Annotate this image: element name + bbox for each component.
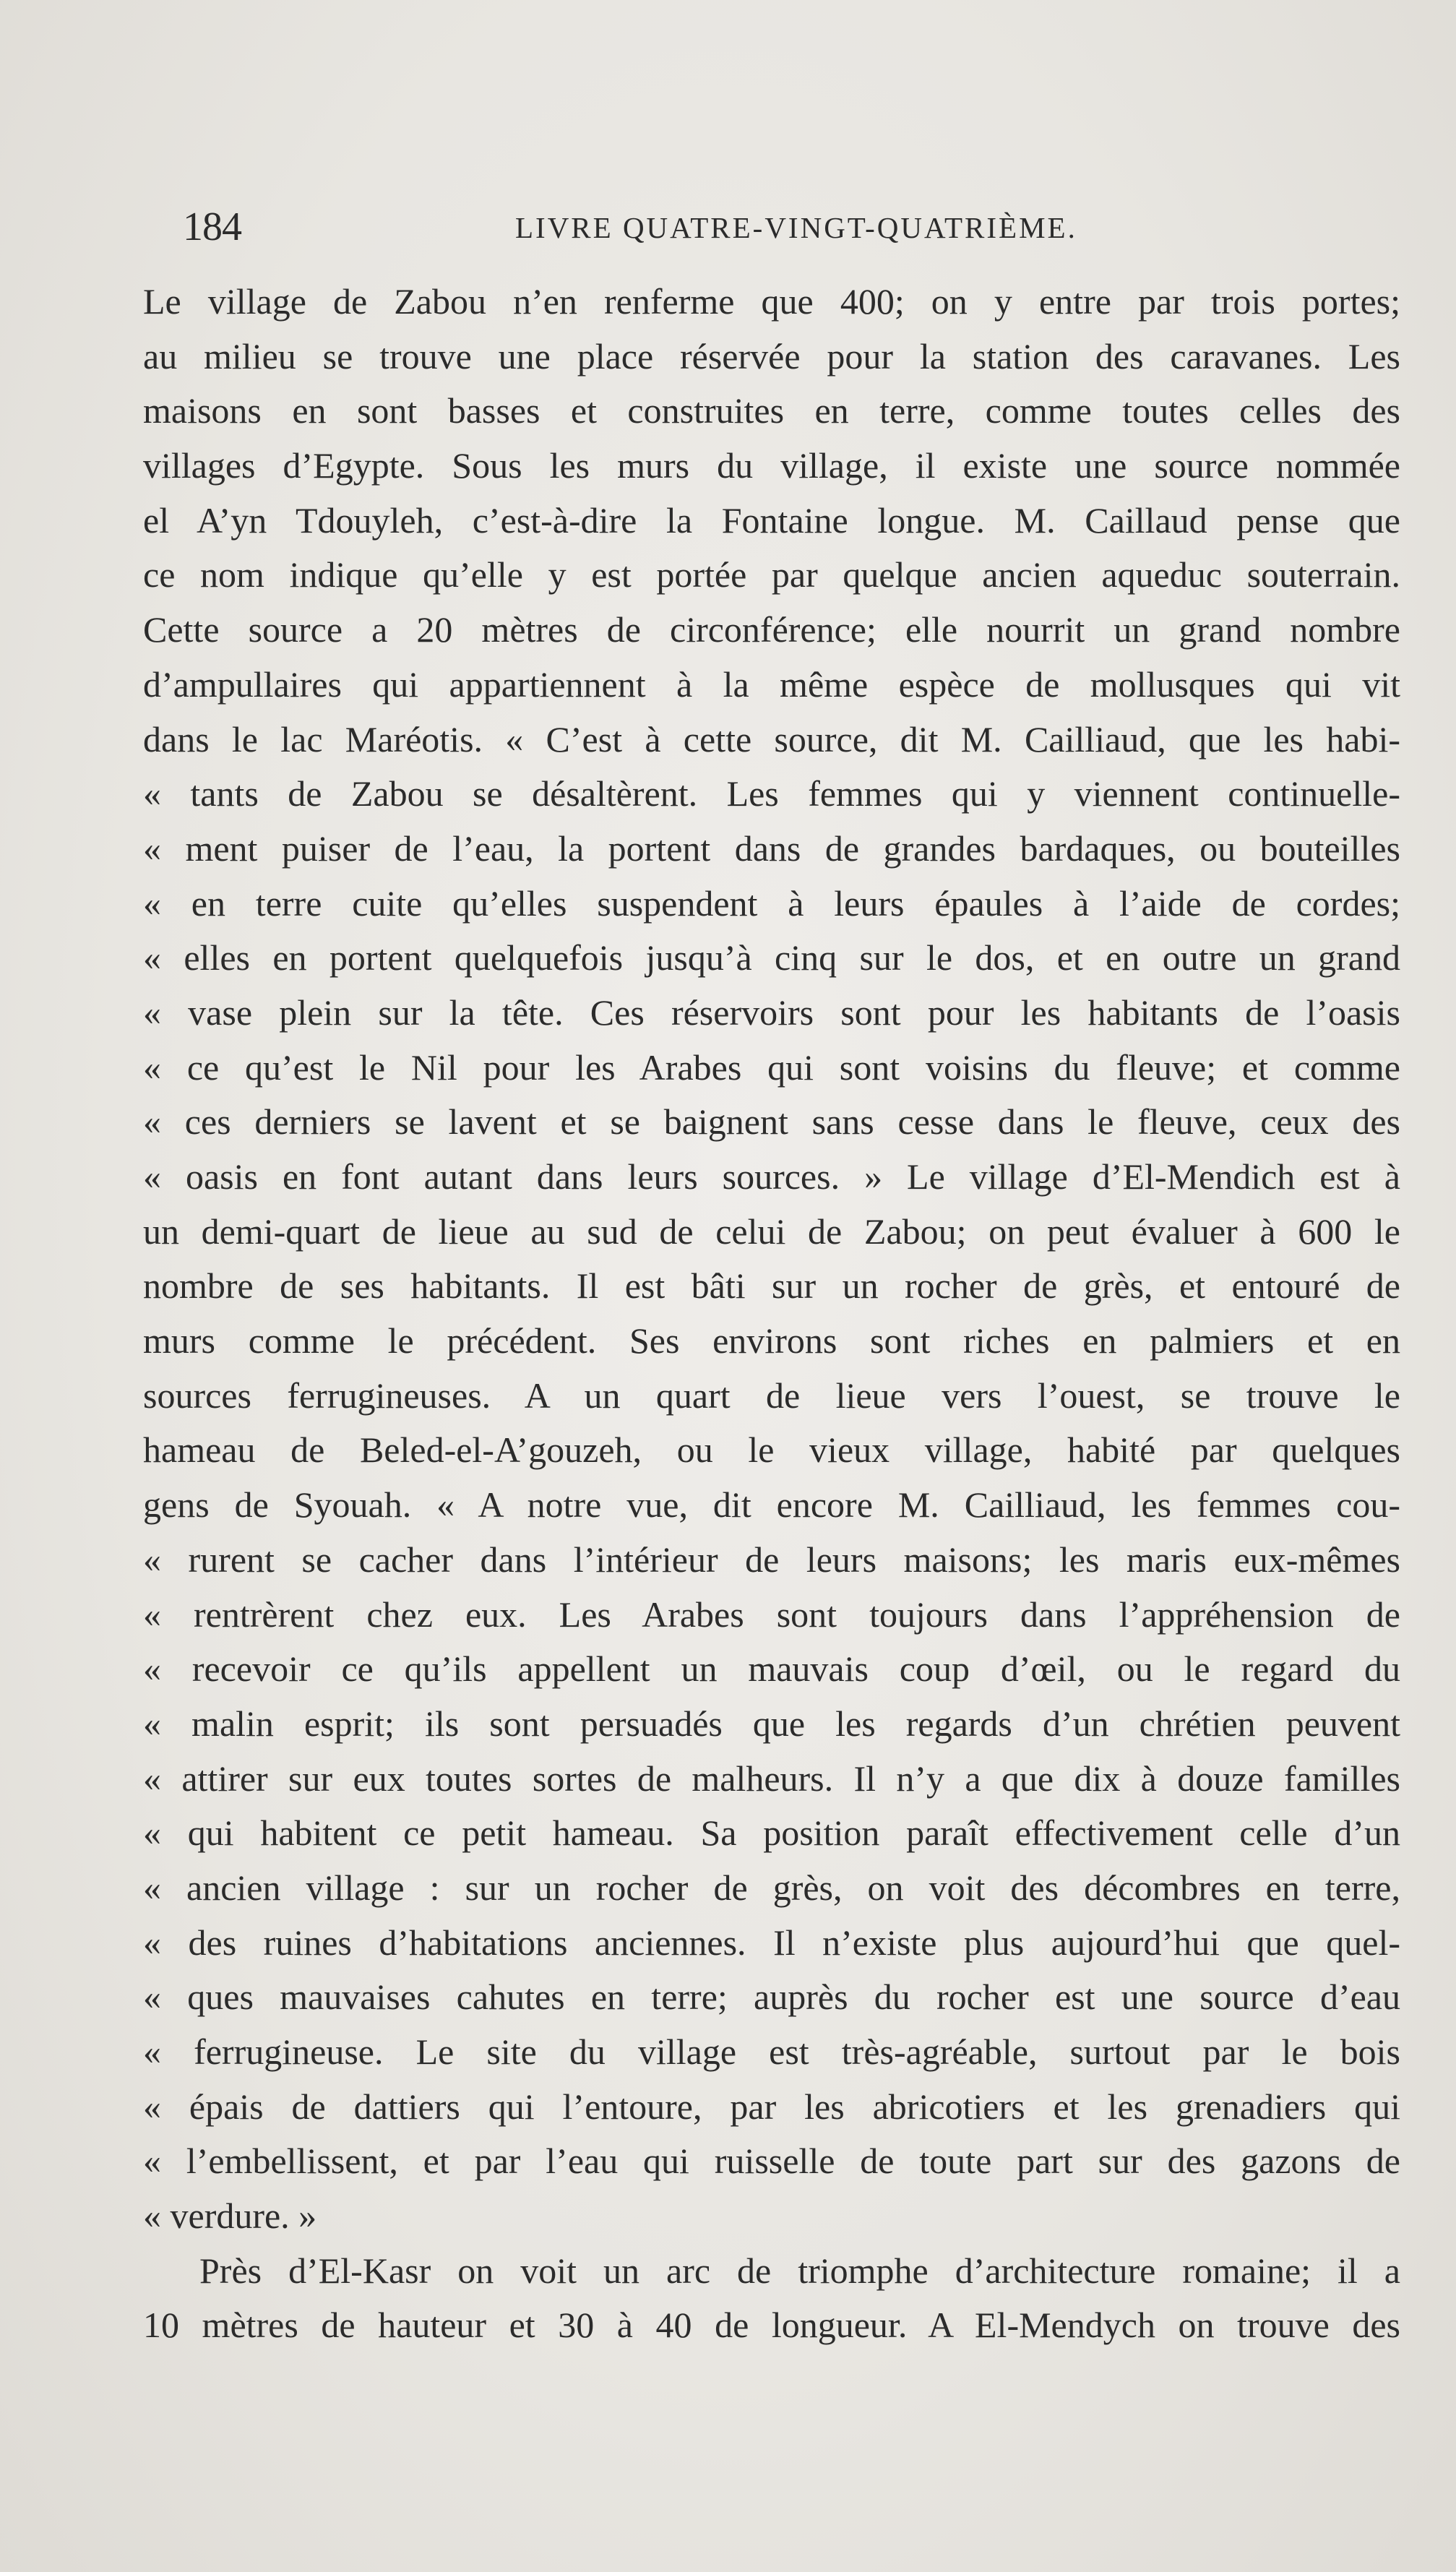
text-line: « épais de dattiers qui l’entoure, par les abricotiers et les grenadiers qui: [143, 2086, 1400, 2127]
text-line: « ces derniers se lavent et se baignent sans cesse dans le fleuve, ceux des: [143, 1101, 1400, 1143]
text-line: 10 mètres de hauteur et 30 à 40 de longueur. A El-Mendych on trouve des: [143, 2305, 1400, 2346]
text-line: « ancien village : sur un rocher de grès, on voit des décombres en terre,: [143, 1867, 1400, 1908]
page-number: 184: [183, 205, 241, 249]
text-line: Le village de Zabou n’en renferme que 400; on y entre par trois portes;: [143, 281, 1400, 322]
text-line: Près d’El-Kasr on voit un arc de triomphe d’architecture romaine; il a: [199, 2250, 1400, 2291]
text-line: hameau de Beled-el-A’gouzeh, ou le vieux village, habité par quelques: [143, 1429, 1400, 1471]
text-line: « rurent se cacher dans l’intérieur de leurs maisons; les maris eux-mêmes: [143, 1539, 1400, 1580]
text-line: « vase plein sur la tête. Ces réservoirs sont pour les habitants de l’oasis: [143, 992, 1400, 1033]
text-line: « elles en portent quelquefois jusqu’à cinq sur le dos, et en outre un grand: [143, 937, 1400, 979]
text-line: « ques mauvaises cahutes en terre; auprès du rocher est une source d’eau: [143, 1977, 1400, 2018]
text-line: « en terre cuite qu’elles suspendent à leurs épaules à l’aide de cordes;: [143, 882, 1400, 924]
text-line: « l’embellissent, et par l’eau qui ruisselle de toute part sur des gazons de: [143, 2141, 1400, 2182]
text-line: « ferrugineuse. Le site du village est très-agréable, surtout par le bois: [143, 2031, 1400, 2072]
text-line: « oasis en font autant dans leurs sources. » Le village d’El-Mendich est à: [143, 1156, 1400, 1197]
text-line: un demi-quart de lieue au sud de celui de Zabou; on peut évaluer à 600 le: [143, 1210, 1400, 1252]
text-line: d’ampullaires qui appartiennent à la même espèce de mollusques qui vit: [143, 663, 1400, 705]
running-title: LIVRE QUATRE-VINGT-QUATRIÈME.: [515, 211, 1077, 244]
text-line: maisons en sont basses et construites en terre, comme toutes celles des: [143, 390, 1400, 431]
text-line: « des ruines d’habitations anciennes. Il n’existe plus aujourd’hui que quel-: [143, 1922, 1400, 1963]
text-line: « tants de Zabou se désaltèrent. Les femmes qui y viennent continuelle-: [143, 773, 1400, 814]
text-line: ce nom indique qu’elle y est portée par quelque ancien aqueduc souterrain.: [143, 554, 1400, 595]
text-line: villages d’Egypte. Sous les murs du village, il existe une source nommée: [143, 445, 1400, 486]
text-line: « rentrèrent chez eux. Les Arabes sont toujours dans l’appréhension de: [143, 1593, 1400, 1635]
text-line: dans le lac Maréotis. « C’est à cette source, dit M. Cailliaud, que les habi-: [143, 718, 1400, 760]
text-line: murs comme le précédent. Ses environs sont riches en palmiers et en: [143, 1320, 1400, 1362]
text-line: « ment puiser de l’eau, la portent dans de grandes bardaques, ou bouteilles: [143, 827, 1400, 869]
text-line: « qui habitent ce petit hameau. Sa position paraît effectivement celle d’un: [143, 1812, 1400, 1854]
text-line: « attirer sur eux toutes sortes de malheurs. Il n’y a que dix à douze familles: [143, 1758, 1400, 1799]
text-line: « malin esprit; ils sont persuadés que les regards d’un chrétien peuvent: [143, 1703, 1400, 1744]
text-line: « verdure. »: [143, 2195, 317, 2237]
text-line: Cette source a 20 mètres de circonférence; elle nourrit un grand nombre: [143, 609, 1400, 650]
text-line: gens de Syouah. « A notre vue, dit encore M. Cailliaud, les femmes cou-: [143, 1484, 1400, 1526]
text-line: nombre de ses habitants. Il est bâti sur un rocher de grès, et entouré de: [143, 1265, 1400, 1307]
text-line: el A’yn Tdouyleh, c’est-à-dire la Fontaine longue. M. Caillaud pense que: [143, 499, 1400, 541]
page-header: [183, 205, 1404, 249]
body-text: [143, 275, 1400, 2353]
text-line: « recevoir ce qu’ils appellent un mauvais coup d’œil, ou le regard du: [143, 1648, 1400, 1690]
text-line: « ce qu’est le Nil pour les Arabes qui sont voisins du fleuve; et comme: [143, 1046, 1400, 1088]
text-line: sources ferrugineuses. A un quart de lieue vers l’ouest, se trouve le: [143, 1375, 1400, 1416]
text-line: au milieu se trouve une place réservée pour la station des caravanes. Les: [143, 335, 1400, 377]
